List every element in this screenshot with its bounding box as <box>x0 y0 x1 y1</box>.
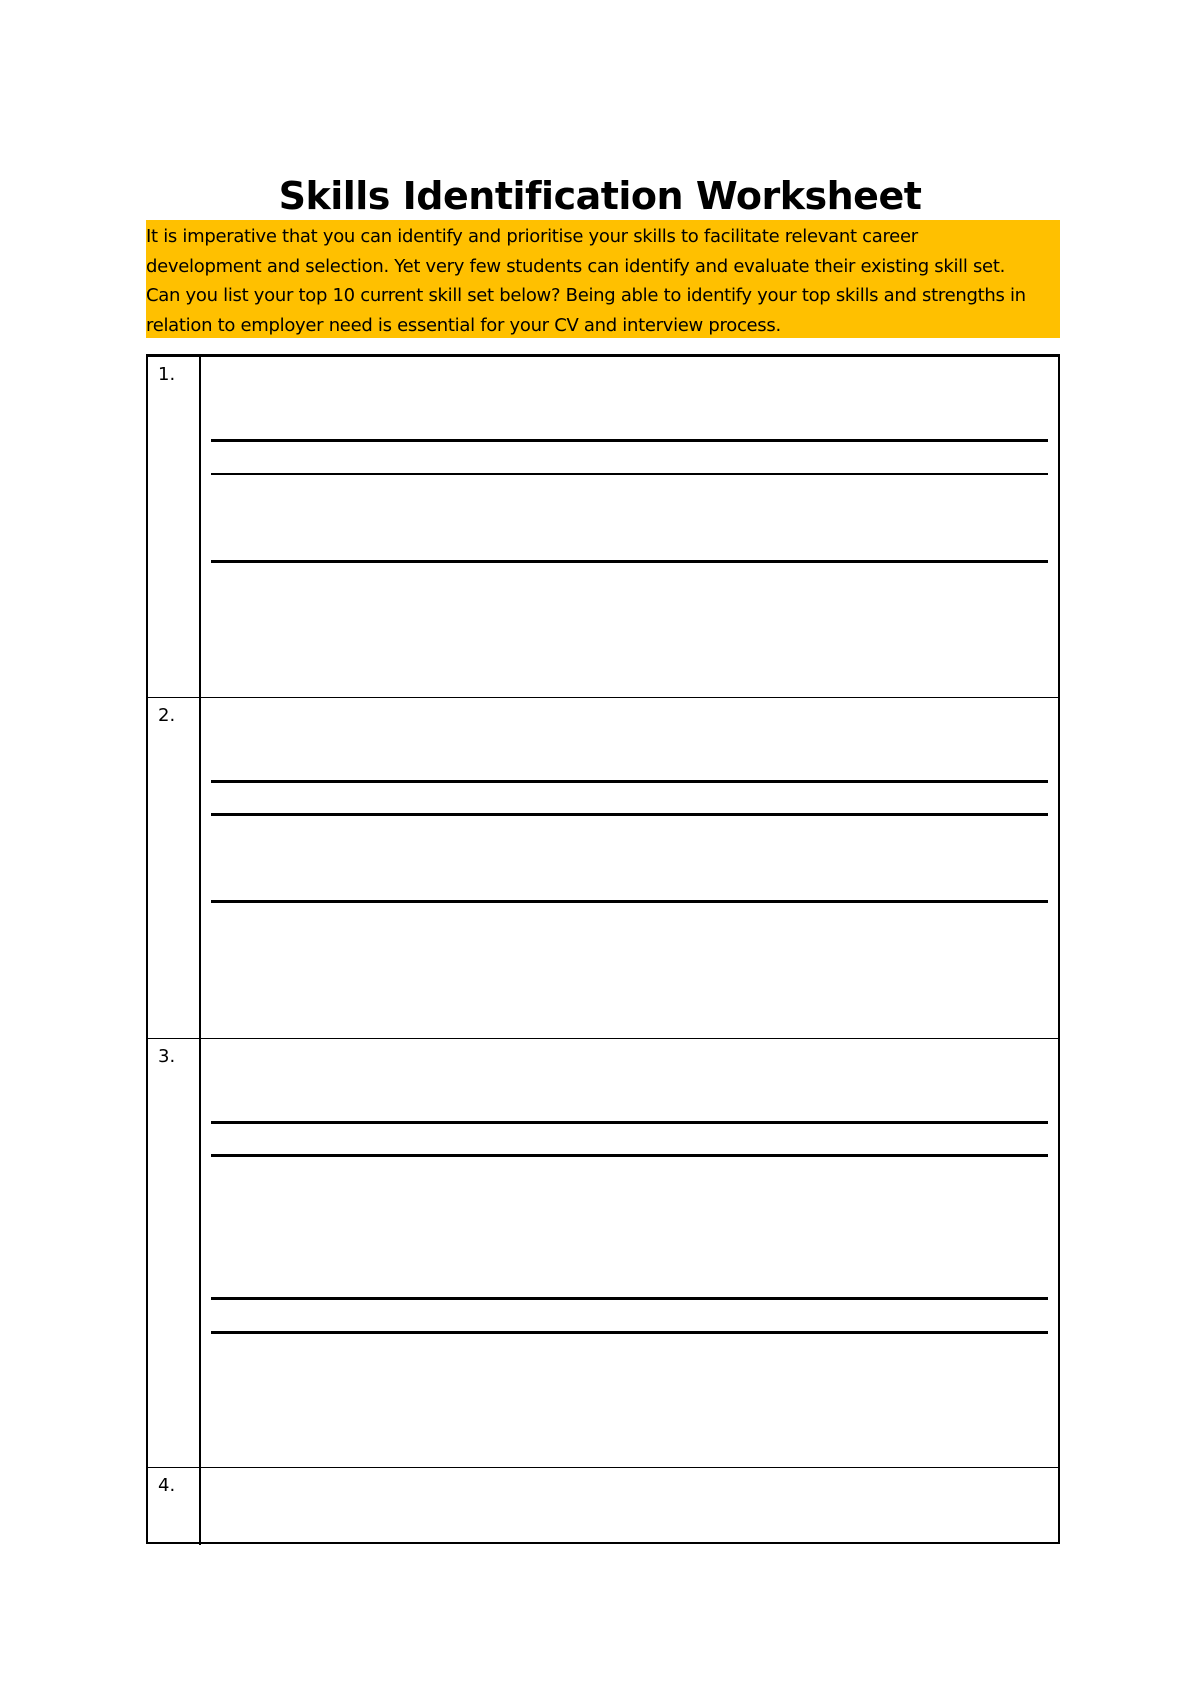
writing-line <box>211 1331 1048 1334</box>
page-title: Skills Identification Worksheet <box>278 174 922 219</box>
skill-row-4 <box>148 1467 1058 1545</box>
skill-entry-cell-2[interactable] <box>201 698 1058 1038</box>
skill-number-label: 1. <box>158 364 176 385</box>
skill-row-3 <box>148 1038 1058 1467</box>
writing-line <box>211 1154 1048 1157</box>
skill-number-cell <box>148 1039 201 1467</box>
skill-number-label: 2. <box>158 705 176 726</box>
writing-line <box>211 813 1048 816</box>
skill-number-label: 3. <box>158 1046 176 1067</box>
writing-line <box>211 439 1048 442</box>
intro-line: Can you list your top 10 current skill set below? Being able to identify your top skills and strengths in <box>146 285 1026 306</box>
skill-number-cell <box>148 1468 201 1545</box>
intro-line: It is imperative that you can identify and prioritise your skills to facilitate relevant career <box>146 226 918 247</box>
skill-entry-cell-4[interactable] <box>201 1468 1058 1545</box>
skill-row-1 <box>148 357 1058 697</box>
writing-line <box>211 473 1048 475</box>
intro-line: development and selection. Yet very few students can identify and evaluate their existing skill set. <box>146 255 1005 277</box>
intro-highlight-box <box>146 220 1060 338</box>
writing-line <box>211 1297 1048 1300</box>
skill-number-cell <box>148 357 201 697</box>
skill-entry-cell-3[interactable] <box>201 1039 1058 1467</box>
writing-line <box>211 900 1048 903</box>
skills-table <box>146 354 1060 1544</box>
skill-number-cell <box>148 698 201 1038</box>
skill-row-2 <box>148 697 1058 1038</box>
writing-line <box>211 780 1048 783</box>
writing-line <box>211 560 1048 563</box>
intro-line: relation to employer need is essential for your CV and interview process. <box>146 314 781 336</box>
skill-number-label: 4. <box>158 1475 176 1496</box>
writing-line <box>211 1121 1048 1124</box>
skill-entry-cell-1[interactable] <box>201 357 1058 697</box>
